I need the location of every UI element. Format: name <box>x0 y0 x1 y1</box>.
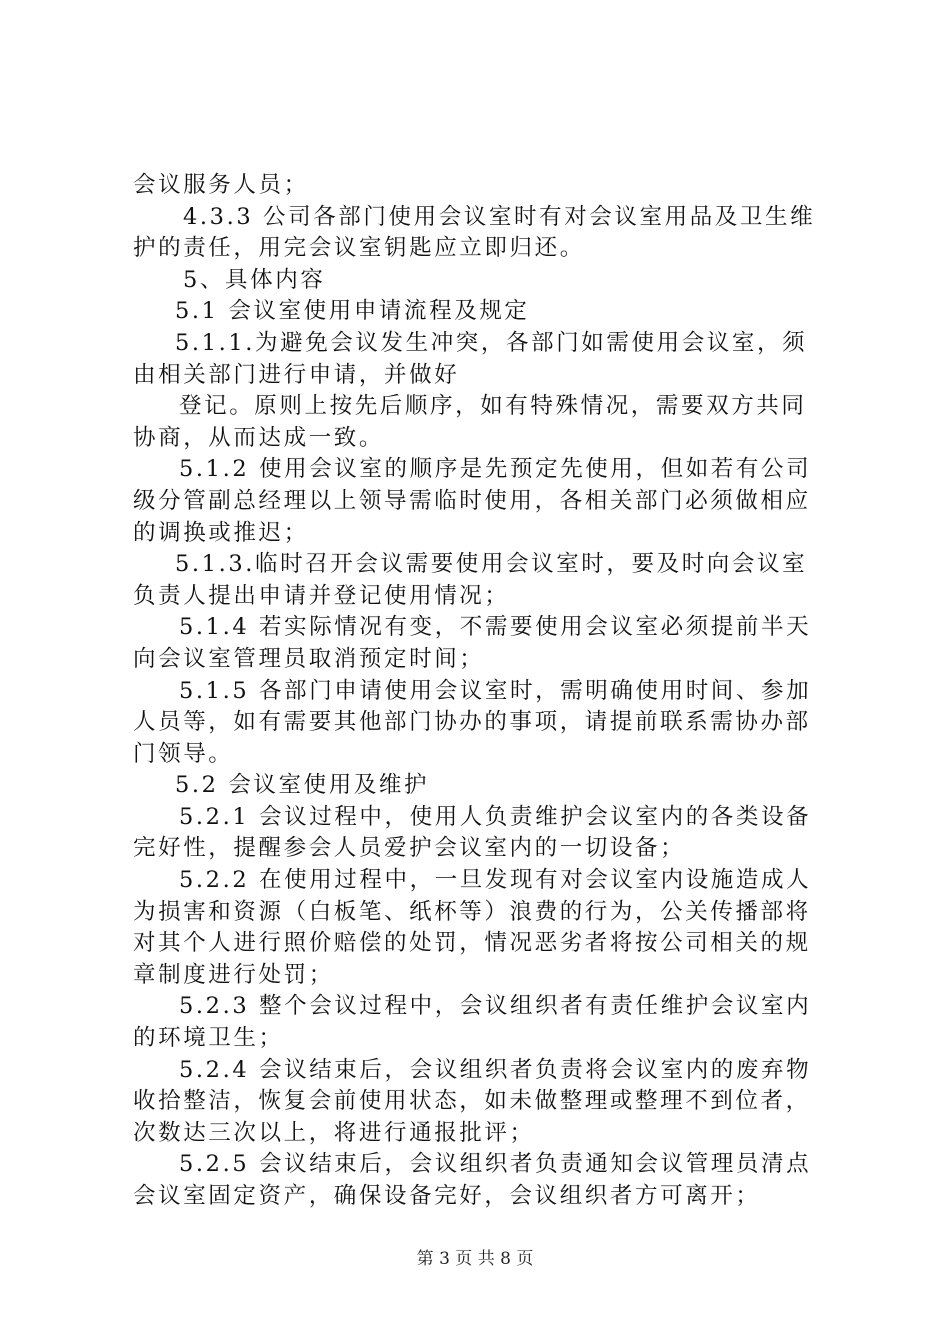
text-line: 5.2.4 会议结束后，会议组织者负责将会议室内的废弃物 <box>179 1056 812 1083</box>
text-line: 协商，从而达成一致。 <box>133 424 385 451</box>
text-line: 5.2.2 在使用过程中，一旦发现有对会议室内设施造成人 <box>179 867 812 894</box>
text-line: 由相关部门进行申请，并做好 <box>133 361 460 388</box>
text-line: 5.1.5 各部门申请使用会议室时，需明确使用时间、参加 <box>179 677 812 704</box>
text-line: 向会议室管理员取消预定时间； <box>133 645 485 672</box>
text-line: 护的责任，用完会议室钥匙应立即归还。 <box>133 235 585 262</box>
text-line: 负责人提出申请并登记使用情况； <box>133 582 510 609</box>
text-line: 4.3.3 公司各部门使用会议室时有对会议室用品及卫生维 <box>183 203 816 230</box>
text-line: 5.2.5 会议结束后，会议组织者负责通知会议管理员清点 <box>179 1151 812 1178</box>
text-line: 的调换或推迟； <box>133 519 309 546</box>
document-body <box>133 170 833 1213</box>
text-line: 5.1.1.为避免会议发生冲突，各部门如需使用会议室，须 <box>175 329 808 356</box>
text-line: 5、具体内容 <box>183 266 326 293</box>
text-line: 完好性，提醒参会人员爱护会议室内的一切设备； <box>133 835 686 862</box>
text-line: 5.1.4 若实际情况有变，不需要使用会议室必须提前半天 <box>179 614 812 641</box>
text-line: 会议服务人员； <box>133 172 309 198</box>
text-line: 为损害和资源（白板笔、纸杯等）浪费的行为，公关传播部将 <box>133 898 811 925</box>
text-line: 章制度进行处罚； <box>133 961 334 988</box>
text-line: 5.1.2 使用会议室的顺序是先预定先使用，但如若有公司 <box>179 456 812 483</box>
text-line: 对其个人进行照价赔偿的处罚，情况恶劣者将按公司相关的规 <box>133 930 811 957</box>
text-line: 5.1 会议室使用申请流程及规定 <box>175 298 530 325</box>
text-line: 5.1.3.临时召开会议需要使用会议室时，要及时向会议室 <box>175 551 808 578</box>
text-line: 的环境卫生； <box>133 1025 284 1052</box>
text-line: 登记。原则上按先后顺序，如有特殊情况，需要双方共同 <box>179 393 807 420</box>
text-line: 5.2 会议室使用及维护 <box>175 772 430 799</box>
page-footer: 第 3 页 共 8 页 <box>416 1249 534 1269</box>
text-line: 会议室固定资产，确保设备完好，会议组织者方可离开； <box>133 1183 761 1209</box>
text-line: 级分管副总经理以上领导需临时使用，各相关部门必须做相应 <box>133 487 811 514</box>
text-line: 5.2.3 整个会议过程中，会议组织者有责任维护会议室内 <box>179 993 812 1020</box>
text-line: 收拾整洁，恢复会前使用状态，如未做整理或整理不到位者， <box>133 1088 811 1115</box>
text-line: 5.2.1 会议过程中，使用人负责维护会议室内的各类设备 <box>179 803 812 830</box>
text-line: 次数达三次以上，将进行通报批评； <box>133 1119 535 1146</box>
text-line: 人员等，如有需要其他部门协办的事项，请提前联系需协办部 <box>133 709 811 736</box>
text-line: 门领导。 <box>133 740 234 767</box>
